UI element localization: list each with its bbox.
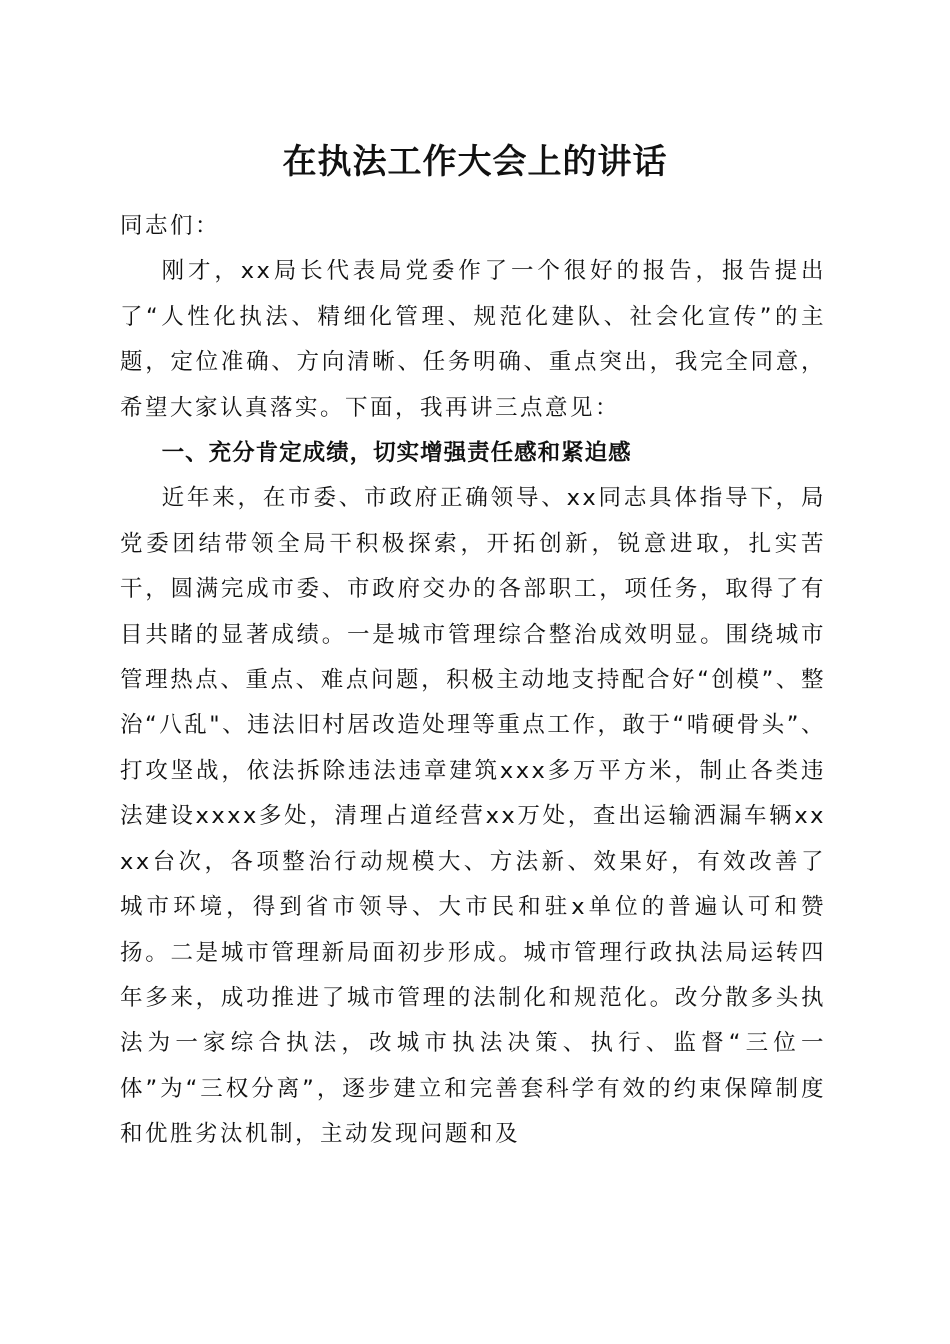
section-paragraph: 近年来，在市委、市政府正确领导、xx同志具体指导下，局党委团结带领全局干积极探索，开拓创新，锐意进取，扎实苦干，圆满完成市委、市政府交办的各部职工，项任务，取得了有目共睹的显著成绩。一是城市管理综合整治成效明显。围绕城市管理热点、重点、难点问题，积极主动地支持配合好“创模”、整治“八乱"、违法旧村居改造处理等重点工作，敢于“啃硬骨头”、打攻坚战，依法拆除违法违章建筑xxx多万平方米，制止各类违法建设xxxx多处，清理占道经营xx万处，查出运输洒漏车辆xxxx台次，各项整治行动规模大、方法新、效果好，有效改善了城市环境，得到省市领导、大市民和驻x单位的普遍认可和赞扬。二是城市管理新局面初步形成。城市管理行政执法局运转四年多来，成功推进了城市管理的法制化和规范化。改分散多头执法为一家综合执法，改城市执法决策、执行、监督“三位一体”为“三权分离”，逐步建立和完善套科学有效的约束保障制度和优胜劣汰机制，主动发现问题和及 bbox=[120, 485, 826, 1148]
document-body bbox=[120, 204, 826, 1158]
document-title: 在执法工作大会上的讲话 bbox=[282, 142, 668, 182]
salutation: 同志们： bbox=[120, 213, 221, 239]
section-heading: 一、充分肯定成绩，切实增强责任感和紧迫感 bbox=[161, 440, 632, 467]
intro-paragraph: 刚才，xx局长代表局党委作了一个很好的报告，报告提出了“人性化执法、精细化管理、规范化建队、社会化宣传”的主题，定位准确、方向清晰、任务明确、重点突出，我完全同意，希望大家认真落实。下面，我再讲三点意见： bbox=[120, 258, 826, 421]
